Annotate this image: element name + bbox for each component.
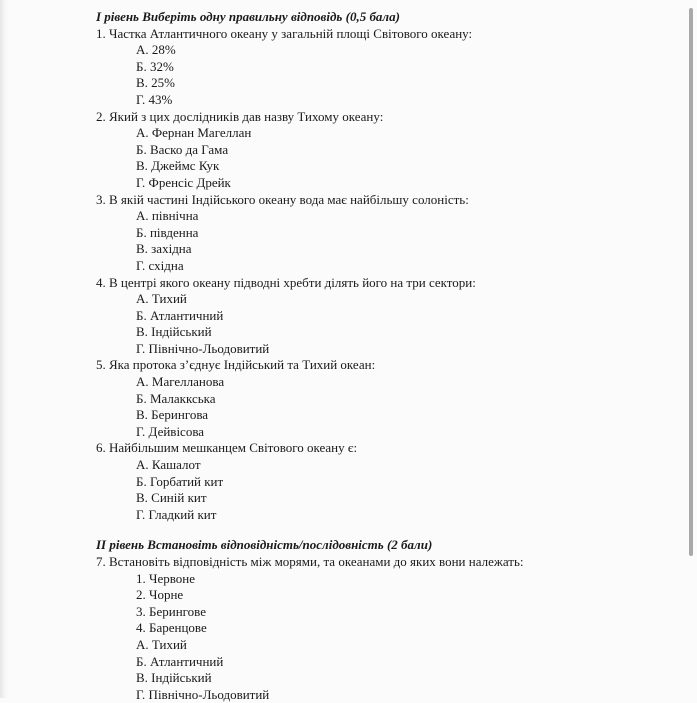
answer-option: Г. східна [136, 257, 184, 273]
answer-option: Б. 32% [136, 58, 174, 74]
answer-option: А. Тихий [136, 291, 187, 307]
question-text: 2. Який з цих дослідників дав назву Тихому океану: [96, 108, 384, 124]
answer-option: А. Тихий [136, 636, 187, 652]
answer-option: А. Кашалот [136, 457, 201, 473]
answer-option: Г. Північно-Льодовитий [136, 686, 270, 702]
answer-option: А. Фернан Магеллан [136, 125, 252, 141]
answer-option: В. Берингова [136, 407, 209, 423]
vertical-scrollbar[interactable] [689, 8, 693, 556]
answer-option: В. Індійський [136, 670, 212, 686]
question-7 [96, 554, 676, 703]
answer-option: Г. 43% [136, 91, 173, 107]
section-1-heading: І рівень Виберіть одну правильну відповідь (0,5 бала) [96, 9, 400, 24]
document-body [96, 9, 676, 703]
answer-option: Б. Васко да Гама [136, 141, 229, 157]
answer-option: В. 25% [136, 75, 175, 91]
question-text: 4. В центрі якого океану підводні хребти ділять його на три сектори: [96, 274, 476, 290]
answer-option: Б. південна [136, 224, 199, 240]
answer-option: А. північна [136, 208, 199, 224]
answer-option: В. західна [136, 241, 192, 257]
question-4 [96, 275, 676, 358]
match-item: 4. Баренцове [136, 620, 207, 636]
question-text: 7. Встановіть відповідність між морями, та океанами до яких вони належать: [96, 554, 524, 569]
answer-option: Г. Північно-Льодовитий [136, 340, 270, 356]
answer-option: Г. Дейвісова [136, 423, 205, 439]
question-5 [96, 357, 676, 440]
answer-option: А. 28% [136, 42, 176, 58]
question-text: 1. Частка Атлантичного океану у загальній площі Світового океану: [96, 25, 473, 41]
match-item: 3. Берингове [136, 603, 206, 619]
question-2 [96, 109, 676, 192]
answer-option: А. Магелланова [136, 374, 225, 390]
page-edge [0, 0, 8, 698]
section-2-heading: ІІ рівень Встановіть відповідність/послідовність (2 бали) [96, 537, 433, 553]
question-3 [96, 192, 676, 275]
match-item: 1. Червоне [136, 570, 195, 586]
section-gap [96, 523, 676, 537]
answer-option: В. Джеймс Кук [136, 158, 220, 174]
answer-option: Г. Гладкий кит [136, 506, 217, 522]
answer-option: Б. Горбатий кит [136, 473, 224, 489]
question-1 [96, 26, 676, 109]
match-item: 2. Чорне [136, 587, 184, 603]
question-6 [96, 440, 676, 523]
answer-option: В. Індійський [136, 324, 212, 340]
answer-option: В. Синій кит [136, 490, 207, 506]
answer-option: Б. Атлантичний [136, 307, 224, 323]
answer-option: Г. Френсіс Дрейк [136, 174, 231, 190]
answer-option: Б. Малаккська [136, 390, 216, 406]
question-text: 5. Яка протока з’єднує Індійський та Тихий океан: [96, 357, 376, 373]
answer-option: Б. Атлантичний [136, 653, 224, 669]
question-text: 3. В якій частині Індійського океану вода має найбільшу солоність: [96, 191, 469, 207]
question-text: 6. Найбільшим мешканцем Світового океану є: [96, 440, 358, 456]
